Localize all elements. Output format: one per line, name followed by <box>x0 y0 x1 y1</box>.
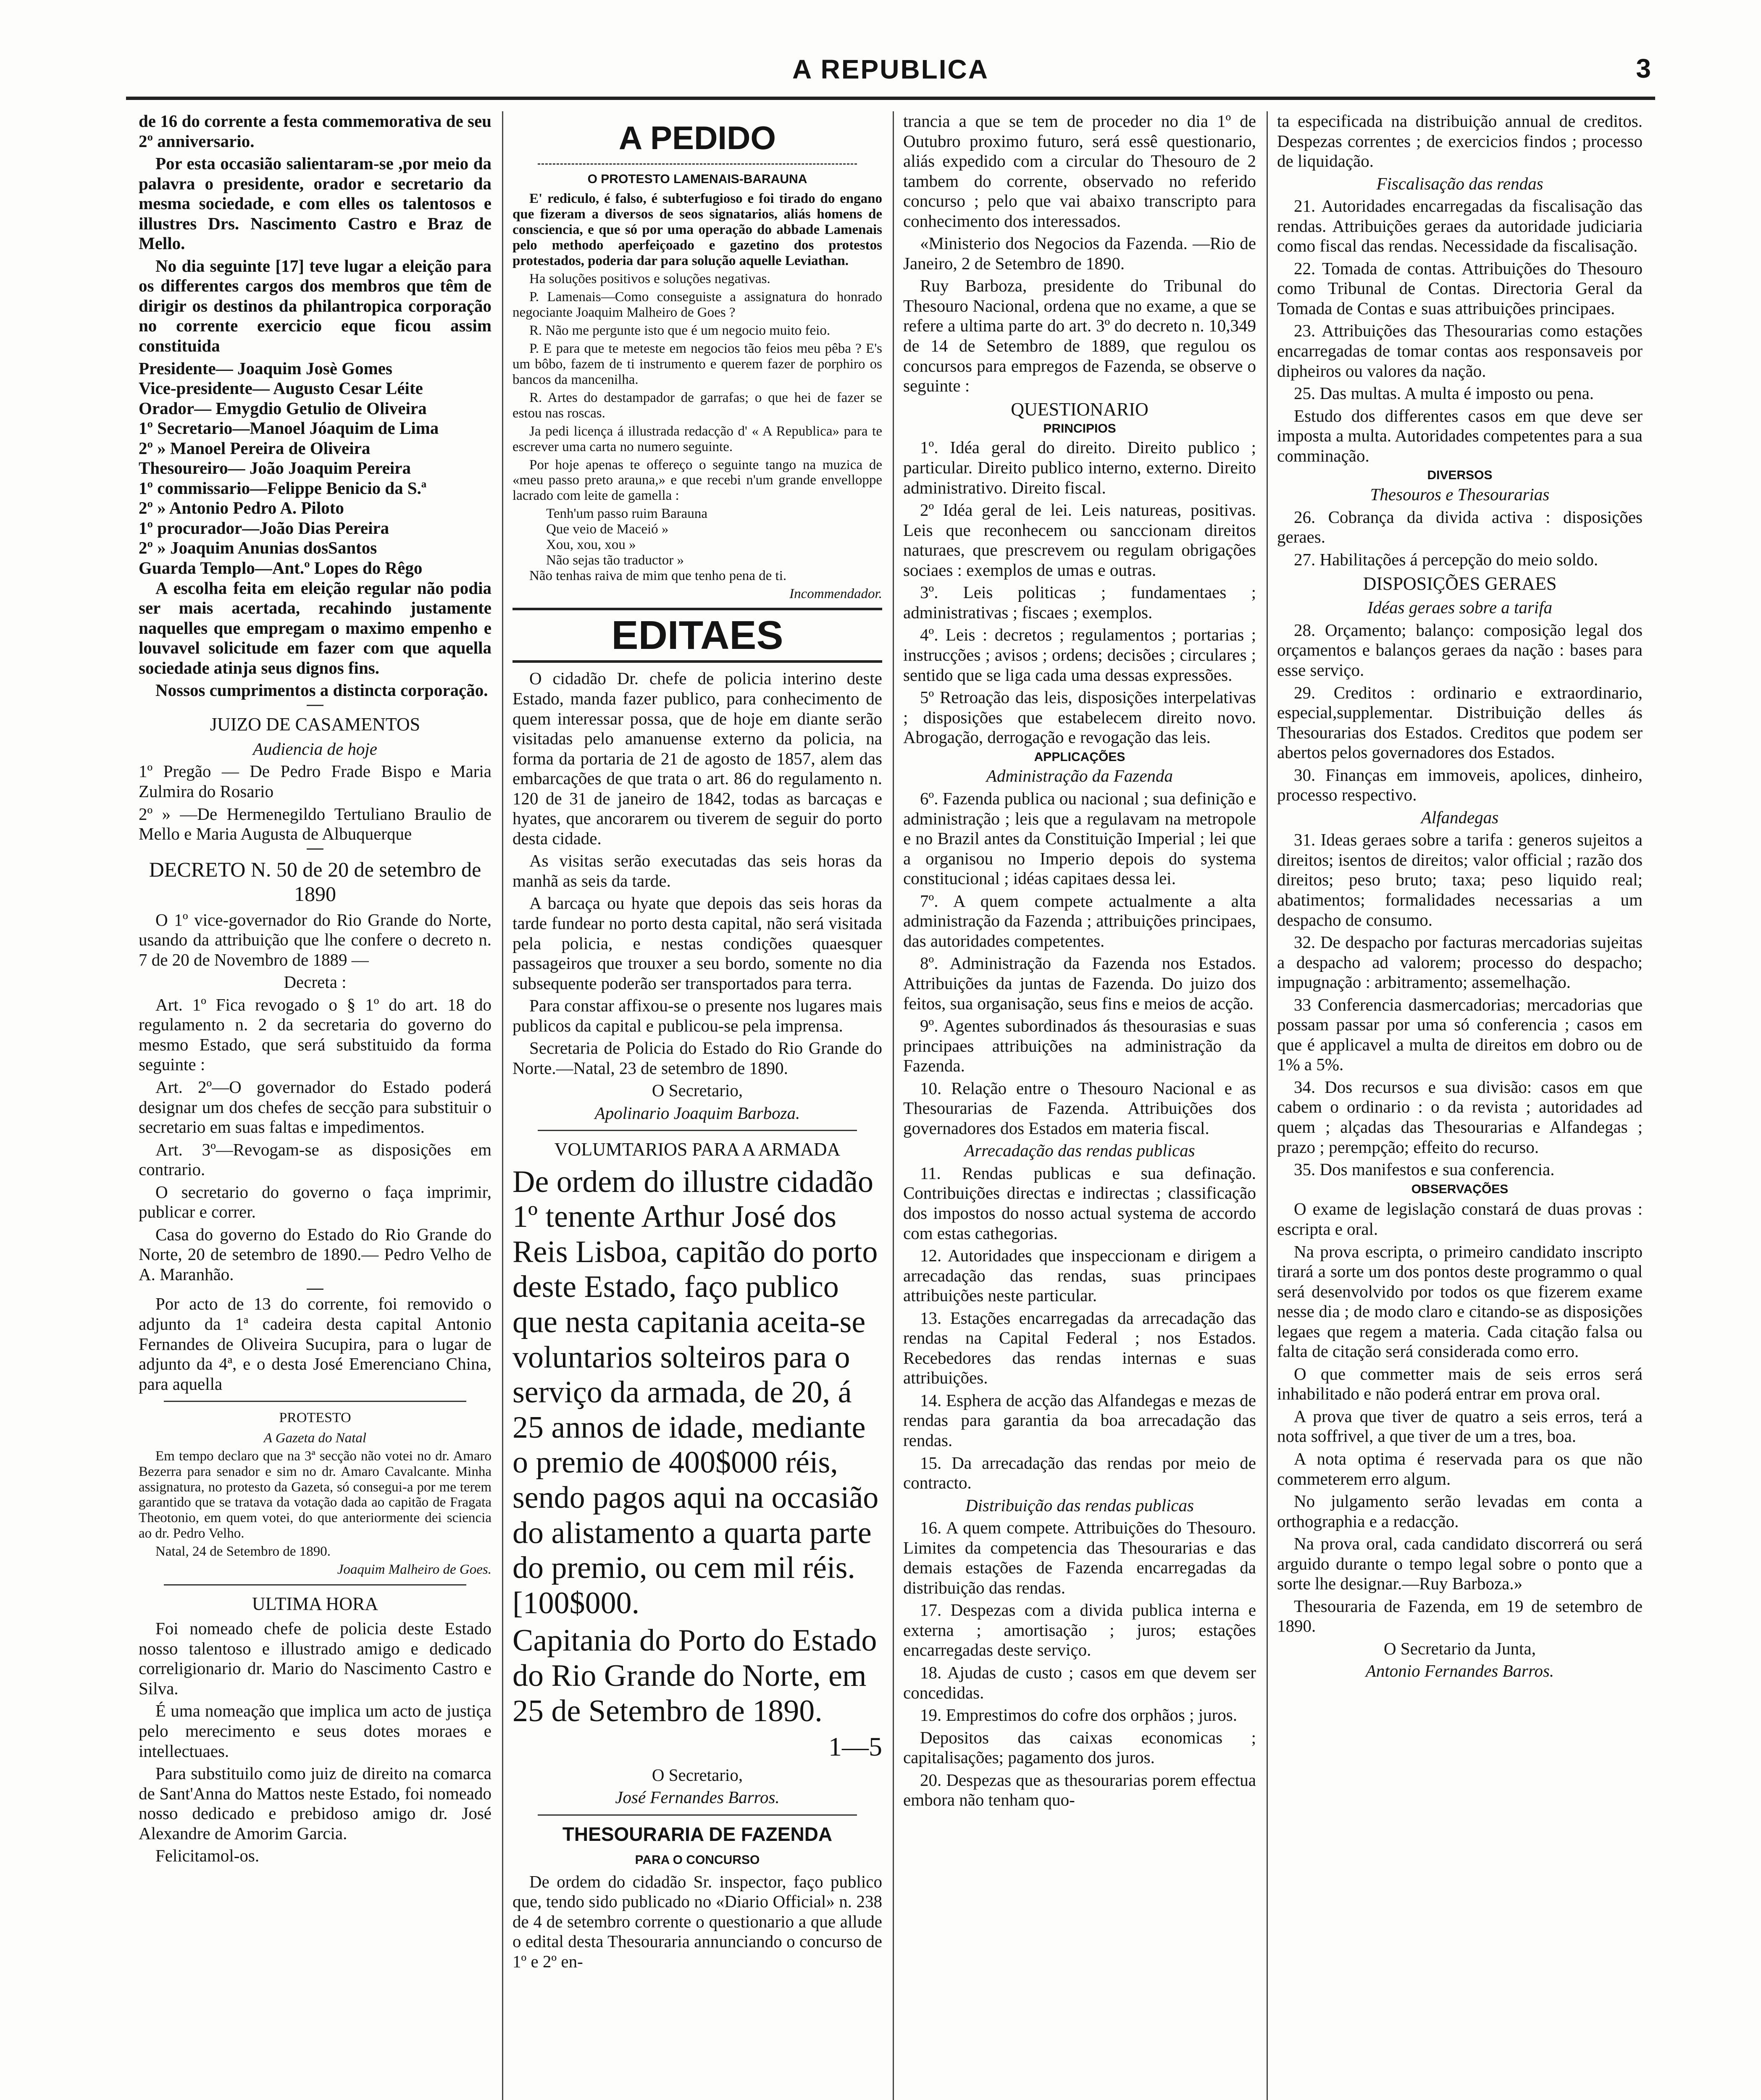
paragraph: Na prova escripta, o primeiro candidato inscripto tirará a sorte um dos pontos deste programmo o qual será desenvolvido por todos os que fizerem exame nesse dia ; de modo claro e citando-se as disposições legaes que regem a materia. Cada citação falsa ou falta de citação será considerada como erro. <box>1277 1242 1643 1361</box>
paragraph: R. Não me pergunte isto que é um negocio muito feio. <box>529 323 831 338</box>
list-item: 10. Relação entre o Thesouro Nacional e as Thesourarias de Fazenda. Attribuições dos governadores dos Estados em materia fiscal. <box>903 1078 1256 1138</box>
list-item: 1º. Idéa geral do direito. Direito publico ; particular. Direito publico interno, externo. Direito administrativo. Direito fiscal. <box>903 438 1256 497</box>
section-heading: DISPOSIÇÕES GERAES <box>1363 573 1557 594</box>
paragraph: Para constar affixou-se o presente nos lugares mais publicos da capital e publicou-se pela imprensa. <box>513 996 882 1035</box>
signature: Incommendador. <box>789 586 882 602</box>
list-item: 2º » Joaquim Anunias dosSantos <box>139 538 377 558</box>
signature: José Fernandes Barros. <box>615 1788 780 1807</box>
subheading: PARA O CONCURSO <box>635 1853 760 1867</box>
section-heading: JUIZO DE CASAMENTOS <box>210 714 421 735</box>
subheading: Idéas geraes sobre a tarifa <box>1367 598 1553 617</box>
section-heading: THESOURARIA DE FAZENDA <box>562 1823 833 1845</box>
paragraph: No julgamento serão levadas em conta a orthographia e a redacção. <box>1277 1491 1643 1531</box>
paragraph: Na prova oral, cada candidato discorrerá ou será arguido durante o tempo legal sobre o ponto que a sorte lhe designar.—Ruy Barboza.» <box>1277 1534 1643 1593</box>
paragraph: A prova que tiver de quatro a seis erros, terá a nota soffrivel, a que tiver de um a tres, boa. <box>1277 1406 1643 1446</box>
list-item: Depositos das caixas economicas ; capitalisações; pagamento dos juros. <box>903 1727 1256 1767</box>
list-item: Presidente— Joaquim Josè Gomes <box>139 358 392 378</box>
paragraph: 1º Pregão — De Pedro Frade Bispo e Maria Zulmira do Rosario <box>139 761 492 801</box>
list-item: 7º. A quem compete actualmente a alta administração da Fazenda ; attribuições principaes, das autoridades competentes. <box>903 891 1256 950</box>
list-item: 22. Tomada de contas. Attribuições do Thesouro como Tribunal de Contas. Directoria Geral da Tomada de Contas e suas attribuições principaes. <box>1277 258 1643 318</box>
signature: Apolinario Joaquim Barboza. <box>594 1103 800 1123</box>
paragraph: O Secretario, <box>652 1765 743 1785</box>
paragraph: No dia seguinte [17] teve lugar a eleição para os differentes cargos dos membros que têm de dirigir os destinos da philantropica corporação no corrente exercicio eque ficou assim constituida <box>139 256 492 356</box>
paragraph: Art. 2º—O governador do Estado poderá designar um dos chefes de secção para substituir o secretario em suas faltas e impedimentos. <box>139 1077 492 1137</box>
list-item: 32. De despacho por facturas mercadorias sujeitas a despacho ad valorem; processo do despacho; impugnação : arbitramento; assemelhação. <box>1277 932 1643 992</box>
paragraph: «Ministerio dos Negocios da Fazenda. —Rio de Janeiro, 2 de Setembro de 1890. <box>903 234 1256 273</box>
paragraph: Thesouraria de Fazenda, em 19 de setembro de 1890. <box>1277 1596 1643 1636</box>
section-heading: VOLUMTARIOS PARA A ARMADA <box>554 1139 841 1160</box>
paragraph: trancia a que se tem de proceder no dia 1º de Outubro proximo futuro, será essê questionario, aliás expedido com a circular do Thesouro de 2 tambem do corrente, observado no referido concurso ; pelo que vai abaixo transcripto para conhecimento dos interessados. <box>903 111 1256 231</box>
section-heading: PROTESTO <box>279 1410 351 1426</box>
paragraph: P. E para que te meteste em negocios tão feios meu pêba ? E's um bôbo, fazem de ti instrumento e querem fazer de porphiro os bancos da mancenilha. <box>513 341 882 387</box>
list-item: 5º Retroação das leis, disposições interpelativas ; disposições que estabelecem direito novo. Abrogação, derrogação e revogação das leis. <box>903 688 1256 747</box>
list-item: 1º Secretario—Manoel Jóaquim de Lima <box>139 418 439 438</box>
list-item: 12. Autoridades que inspeccionam e dirigem a arrecadação das rendas, suas principaes attribuições neste particular. <box>903 1246 1256 1305</box>
signature: Joaquim Malheiro de Goes. <box>337 1562 492 1578</box>
paragraph: 2º » —De Hermenegildo Tertuliano Braulio de Mello e Maria Augusta de Albuquerque <box>139 804 492 844</box>
paragraph: O Secretario da Junta, <box>1383 1638 1536 1658</box>
list-item: 28. Orçamento; balanço: composição legal dos orçamentos e balanços geraes da nação : bases para esse serviço. <box>1277 620 1643 680</box>
list-item: 9º. Agentes subordinados ás thesourasias e suas principaes attribuições na administração da Fazenda. <box>903 1016 1256 1076</box>
list-item: 1º procurador—João Dias Pereira <box>139 518 389 538</box>
paragraph: 1—5 <box>828 1732 882 1762</box>
subheading: Distribuição das rendas publicas <box>965 1495 1194 1515</box>
list-item: 33 Conferencia dasmercadorias; mercadorias que possam passar por uma só conferencia ; casos em que é applicavel a multa de direitos em dobro ou de 1% a 5%. <box>1277 995 1643 1074</box>
section-heading: EDITAES <box>513 608 882 663</box>
verse-line: Que veio de Maceió » <box>546 522 669 537</box>
list-item: 3º. Leis politicas ; fundamentaes ; administrativas ; fiscaes ; exemplos. <box>903 583 1256 622</box>
list-item: 34. Dos recursos e sua divisão: casos em que cabem o ordinario : o da revista ; autoridades ad quem ; alçadas das Thesourarias e Alfandegas ; prazo ; perempção; effeito do recurso. <box>1277 1077 1643 1157</box>
list-item: Vice-presidente— Augusto Cesar Léite <box>139 378 423 398</box>
paragraph: O secretario do governo o faça imprimir, publicar e correr. <box>139 1182 492 1222</box>
paragraph: O Secretario, <box>652 1081 743 1100</box>
list-item: 17. Despezas com a divida publica interna e externa ; amortisação ; juros; estações encarregadas deste serviço. <box>903 1600 1256 1660</box>
paragraph: De ordem do cidadão Sr. inspector, faço publico que, tendo sido publicado no «Diario Official» n. 238 de 4 de setembro corrente o questionario a que allude o edital desta Thesouraria annunciando o concurso de 1º e 2º en- <box>513 1872 882 1971</box>
paragraph: O cidadão Dr. chefe de policia interino deste Estado, manda fazer publico, para conhecimento de quem interessar possa, que de hoje em diante serão visitadas pelo amanuense externo da policia, na forma da portaria de 21 de agosto de 1857, alem das embarcações de que trata o art. 86 do regulamento n. 120 de 31 de janeiro de 1842, todas as barcaças e hyates, que ancorarem ou tiverem de seguir do porto desta cidade. <box>513 669 882 848</box>
list-item: 30. Finanças em immoveis, apolices, dinheiro, processo respectivo. <box>1277 765 1643 805</box>
page-number: 3 <box>1636 53 1651 84</box>
column-rule <box>1267 111 1268 2100</box>
divider <box>538 163 857 165</box>
paragraph: Por hoje apenas te offereço o seguinte tango na muzica de «meu passo preto arauna,» e que recebi n'um grande envelloppe lacrado com leite de gamella : <box>513 457 882 504</box>
list-item: Orador— Emygdio Getulio de Oliveira <box>139 398 427 418</box>
list-item: 19. Emprestimos do cofre dos orphãos ; juros. <box>920 1705 1237 1725</box>
list-item: 2º » Antonio Pedro A. Piloto <box>139 498 344 518</box>
paragraph: Natal, 24 de Setembro de 1890. <box>155 1544 331 1559</box>
column-3 <box>903 111 1256 2100</box>
signature: Antonio Fernandes Barros. <box>1365 1661 1554 1681</box>
verse-line: Xou, xou, xou » <box>546 537 636 553</box>
paragraph: ta especificada na distribuição annual de creditos. Despezas correntes ; de exercicios findos ; processo de liquidação. <box>1277 111 1643 171</box>
paragraph: Ruy Barboza, presidente do Tribunal do Thesouro Nacional, ordena que no exame, a que se refere a ultima parte do art. 3º do decreto n. 10,349 de 14 de Setembro de 1889, que regulou os concursos para empregos de Fazenda, se observe o seguinte : <box>903 276 1256 396</box>
subheading: OBSERVAÇÕES <box>1411 1182 1509 1196</box>
subheading: Fiscalisação das rendas <box>1376 173 1543 193</box>
list-item: 26. Cobrança da divida activa : disposições geraes. <box>1277 507 1643 547</box>
column-rule <box>893 111 894 2100</box>
paragraph: O que commetter mais de seis erros será inhabilitado e não poderá entrar em prova oral. <box>1277 1364 1643 1404</box>
paragraph: de 16 do corrente a festa commemorativa de seu 2º anniversario. <box>139 111 492 151</box>
paragraph: Ha soluções positivos e soluções negativas. <box>529 271 770 287</box>
divider <box>164 1584 466 1586</box>
section-heading: QUESTIONARIO <box>1011 399 1149 420</box>
section-heading: ULTIMA HORA <box>252 1593 378 1614</box>
paragraph: Não tenhas raiva de mim que tenho pena de ti. <box>529 568 787 584</box>
paragraph: O 1º vice-governador do Rio Grande do Norte, usando da attribuição que lhe confere o decreto n. 7 de 20 de Novembro de 1889 — <box>139 910 492 969</box>
subheading: Alfandegas <box>1421 807 1499 827</box>
list-item: 2º » Manoel Pereira de Oliveira <box>139 438 371 458</box>
paragraph: Capitania do Porto do Estado do Rio Grande do Norte, em 25 de Setembro de 1890. <box>513 1623 877 1728</box>
paragraph: Casa do governo do Estado do Rio Grande do Norte, 20 de setembro de 1890.— Pedro Velho de A. Maranhão. <box>139 1224 492 1284</box>
officer-list <box>139 359 492 578</box>
list-item: 29. Creditos : ordinario e extraordinario, especial,supplementar. Distribuição delles ás Thesourarias dos Estados. Creditos que podem ser abertos pelos governadores dos Estados. <box>1277 682 1643 762</box>
divider <box>538 1130 857 1131</box>
list-item: 31. Ideas geraes sobre a tarifa : generos sujeitos a direitos; isentos de direitos; valor official ; razão dos direitos; peso bruto; taxa; peso liquido real; abatimentos; formalidades necessarias a um despacho de consumo. <box>1277 830 1643 929</box>
divider <box>164 1401 466 1402</box>
list-item: 1º commissario—Felippe Benicio da S.ª <box>139 478 427 498</box>
verse-line: Tenh'um passo ruim Barauna <box>546 506 707 522</box>
subheading: DIVERSOS <box>1427 468 1493 483</box>
paragraph: Art. 1º Fica revogado o § 1º do art. 18 do regulamento n. 2 da secretaria do governo do mesmo Estado, que será substituido da forma seguinte : <box>139 995 492 1074</box>
paragraph: Decreta : <box>284 972 347 992</box>
paragraph: Ja pedi licença á illustrada redacção d' « A Republica» para te escrever uma carta no numero seguinte. <box>513 423 882 454</box>
subheading: Thesouros e Thesourarias <box>1370 485 1550 504</box>
column-4 <box>1277 111 1643 2100</box>
list-item: 14. Esphera de acção das Alfandegas e mezas de rendas para garantia da boa arrecadação das rendas. <box>903 1390 1256 1450</box>
divider <box>307 1289 323 1290</box>
paragraph: Por acto de 13 do corrente, foi removido o adjunto da 1ª cadeira desta capital Antonio Fernandes de Oliveira Sucupira, para o lugar de adjunto da 4ª, e o desta José Emerenciano China, para aquella <box>139 1294 492 1394</box>
paragraph: A barcaça ou hyate que depois das seis horas da tarde fundear no porto desta capital, não será visitada pela policia, e nestas condições quaesquer passageiros que trouxer a seu bordo, somente no dia subsequente poderão ser transportados para terra. <box>513 893 882 993</box>
subheading: PRINCIPIOS <box>1043 421 1116 436</box>
list-item: Estudo dos differentes casos em que deve ser imposta a multa. Autoridades competentes para a sua comminação. <box>1277 406 1643 465</box>
list-item: 2º Idéa geral de lei. Leis natureas, positivas. Leis que reconhecem ou sanccionam direitos naturaes, que prescrevem ou regulam obrigações sociaes : exemplos de umas e outras. <box>903 500 1256 580</box>
verse-line: Não sejas tão traductor » <box>546 553 684 568</box>
column-rule <box>502 111 503 2100</box>
subheading: APPLICAÇÕES <box>1034 750 1125 764</box>
divider <box>538 1814 857 1816</box>
paragraph: A escolha feita em eleição regular não podia ser mais acertada, recahindo justamente naquelles que empregam o maximo empenho e louvavel solicitude em fazer com que aquella sociedade atinja seus dignos fins. <box>139 578 492 677</box>
paragraph: Felicitamol-os. <box>155 1846 260 1866</box>
verse <box>546 506 882 568</box>
list-item: 13. Estações encarregadas da arrecadação das rendas na Capital Federal ; nos Estados. Recebedores das rendas internas e suas attribuições. <box>903 1308 1256 1388</box>
divider <box>307 848 323 850</box>
section-heading: A PEDIDO <box>618 119 776 156</box>
list-item: Thesoureiro— João Joaquim Pereira <box>139 458 411 478</box>
column-1 <box>139 111 492 2100</box>
section-heading: DECRETO N. 50 de 20 de setembro de 1890 <box>149 857 481 906</box>
page-header <box>126 50 1655 100</box>
list-item: Guarda Templo—Ant.º Lopes do Rêgo <box>139 558 423 578</box>
column-2 <box>513 111 882 2100</box>
list-item: 27. Habilitações á percepção do meio soldo. <box>1294 549 1598 569</box>
paragraph: A nota optima é reservada para os que não commeterem erro algum. <box>1277 1449 1643 1488</box>
section-heading: O PROTESTO LAMENAIS-BARAUNA <box>587 172 807 186</box>
list-item: 4º. Leis : decretos ; regulamentos ; portarias ; instrucções ; avisos ; ordens; decisões ; circulares ; sentido que se liga cada uma dessas expressões. <box>903 625 1256 685</box>
list-item: 20. Despezas que as thesourarias porem effectua embora não tenham quo- <box>903 1770 1256 1810</box>
paragraph: R. Artes do destampador de garrafas; o que hei de fazer se estou nas roscas. <box>513 390 882 421</box>
paragraph: Por esta occasião salientaram-se ,por meio da palavra o presidente, orador e secretario da mesma sociedade, e com elles os talentosos e illustres Drs. Nascimento Castro e Braz de Mello. <box>139 154 492 253</box>
subheading: Arrecadação das rendas publicas <box>964 1141 1195 1160</box>
paragraph: É uma nomeação que implica um acto de justiça pelo merecimento e seus dotes moraes e intellectuaes. <box>139 1701 492 1761</box>
paragraph: Secretaria de Policia do Estado do Rio Grande do Norte.—Natal, 23 de setembro de 1890. <box>513 1038 882 1078</box>
paragraph: Para substituilo como juiz de direito na comarca de Sant'Anna do Mattos neste Estado, foi nomeado nosso dedicado e prebidoso amigo dr. José Alexandre de Amorim Garcia. <box>139 1764 492 1843</box>
list-item: 18. Ajudas de custo ; casos em que devem ser concedidas. <box>903 1663 1256 1702</box>
list-item: 6º. Fazenda publica ou nacional ; sua definição e administração ; leis que a regulavam na metropole e no Brazil antes da Constituição Imperial ; lei que a organisou no Imperio depois do systema constitucional ; idéas capitaes dessa lei. <box>903 789 1256 888</box>
list-item: 15. Da arrecadação das rendas por meio de contracto. <box>903 1453 1256 1493</box>
paragraph: As visitas serão executadas das seis horas da manhã as seis da tarde. <box>513 851 882 890</box>
paragraph: Nossos cumprimentos a distincta corporação. <box>155 680 488 700</box>
paragraph: Em tempo declaro que na 3ª secção não votei no dr. Amaro Bezerra para senador e sim no dr. Amaro Cavalcante. Minha assignatura, no protesto da Gazeta, só consegui-a por me terem garantido que se tratava da votação dada ao capitão de Fragata Theotonio, em quem votei, do que anteriormente dei sciencia ao dr. Pedro Velho. <box>139 1448 492 1541</box>
subheading: A Gazeta do Natal <box>263 1430 367 1446</box>
paragraph: E' rediculo, é falso, é subterfugioso e foi tirado do engano que fizeram a diversos de seos signatarios, aliás homens de consciencia, e que só por uma operação do abbade Lamenais pelo methodo aperfeiçoado e gazetino dos protestos protestados, poderia dar para solução aquelle Leviathan. <box>513 191 882 269</box>
list-item: 16. A quem compete. Attribuições do Thesouro. Limites da competencia das Thesourarias e das demais estações de Fazenda encarregadas da distribuição das rendas. <box>903 1518 1256 1597</box>
list-item: 25. Das multas. A multa é imposto ou pena. <box>1294 383 1594 403</box>
list-item: 8º. Administração da Fazenda nos Estados. Attribuições da juntas de Fazenda. Do juizo dos feitos, sua organisação, seus fins e meios de acção. <box>903 953 1256 1013</box>
paragraph: P. Lamenais—Como conseguiste a assignatura do honrado negociante Joaquim Malheiro de Goes ? <box>513 289 882 320</box>
subheading: Audiencia de hoje <box>252 739 377 759</box>
paragraph: O exame de legislação constará de duas provas : escripta e oral. <box>1277 1199 1643 1239</box>
list-item: 21. Autoridades encarregadas da fiscalisação das rendas. Attribuições geraes da autoridade judiciaria como fiscal das rendas. Necessidade da fiscalisação. <box>1277 196 1643 256</box>
paragraph: De ordem do illustre cidadão 1º tenente Arthur José dos Reis Lisboa, capitão do porto deste Estado, faço publico que nesta capitania aceita-se voluntarios solteiros para o serviço da armada, de 20, á 25 annos de idade, mediante o premio de 400$000 réis, sendo pagos aqui na occasião do alistamento a quarta parte do premio, ou cem mil réis. [100$000. <box>513 1164 879 1620</box>
masthead: A REPUBLICA <box>792 54 989 84</box>
list-item: 23. Attribuições das Thesourarias como estações encarregadas de tomar contas aos responsaveis por dipheiros ou valores da nação. <box>1277 321 1643 381</box>
list-item: 35. Dos manifestos e sua conferencia. <box>1294 1160 1555 1179</box>
list-item: 11. Rendas publicas e sua definação. Contribuições directas e indirectas ; classificação dos impostos do nosso actual systema de accordo com estas cathegorias. <box>903 1163 1256 1243</box>
paragraph: Art. 3º—Revogam-se as disposições em contrario. <box>139 1139 492 1179</box>
paragraph: Foi nomeado chefe de policia deste Estado nosso talentoso e illustrado amigo e dedicado correligionario dr. Mario do Nascimento Castro e Silva. <box>139 1619 492 1698</box>
divider <box>307 705 323 706</box>
subheading: Administração da Fazenda <box>986 766 1173 786</box>
